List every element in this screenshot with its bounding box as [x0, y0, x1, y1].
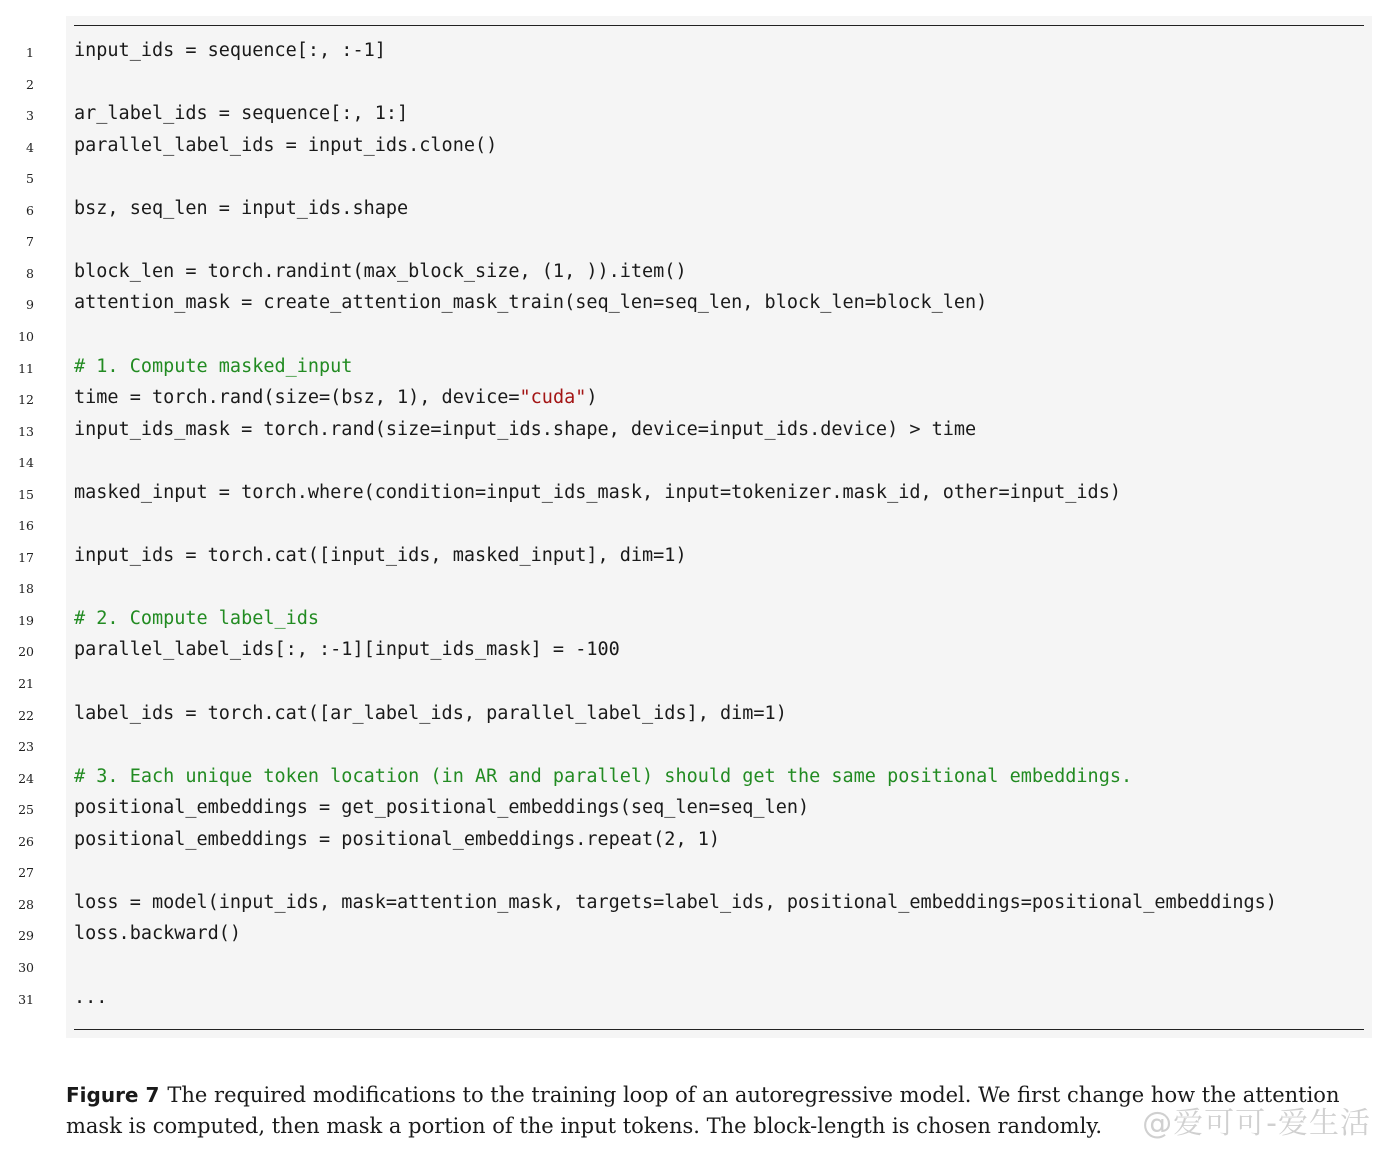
- line-number: 3: [26, 108, 34, 124]
- code-bottom-rule: [74, 1029, 1364, 1030]
- code-text: loss.backward(): [74, 923, 242, 945]
- code-text: input_ids = torch.cat([input_ids, masked_input], dim=1): [74, 544, 687, 566]
- line-number: 6: [26, 202, 34, 218]
- line-number: 8: [26, 265, 34, 281]
- code-line: [0, 256, 1389, 287]
- line-number: 24: [18, 770, 34, 786]
- line-number: 27: [18, 865, 34, 881]
- line-number: 18: [18, 581, 34, 597]
- code-line: [0, 98, 1389, 129]
- line-number: 15: [18, 486, 34, 502]
- code-line: [0, 382, 1389, 413]
- code-line: [0, 35, 1389, 66]
- line-number: 25: [18, 802, 34, 818]
- code-line: [0, 855, 1389, 886]
- line-number: 5: [26, 171, 34, 187]
- line-number: 12: [18, 392, 34, 408]
- code-line: [0, 287, 1389, 318]
- line-number: 2: [26, 76, 34, 92]
- line-number: 11: [18, 360, 34, 376]
- code-text: positional_embeddings = positional_embeddings.repeat(2, 1): [74, 828, 721, 850]
- code-text: ar_label_ids = sequence[:, 1:]: [74, 103, 409, 125]
- figure-label: Figure 7: [66, 1083, 160, 1107]
- code-text: attention_mask = create_attention_mask_train(seq_len=seq_len, block_len=block_len): [74, 292, 988, 314]
- line-number: 29: [18, 928, 34, 944]
- code-line: [0, 887, 1389, 918]
- code-comment: # 1. Compute masked_input: [74, 355, 353, 377]
- code-line: [0, 477, 1389, 508]
- line-number: 28: [18, 896, 34, 912]
- code-line: [0, 161, 1389, 192]
- line-number: 22: [18, 707, 34, 723]
- code-comment: # 3. Each unique token location (in AR and parallel) should get the same positional embeddings.: [74, 765, 1133, 787]
- code-line: [0, 351, 1389, 382]
- code-text: bsz, seq_len = input_ids.shape: [74, 197, 409, 219]
- code-text: loss = model(input_ids, mask=attention_mask, targets=label_ids, positional_embeddings=positional_embeddings): [74, 891, 1277, 913]
- code-text: positional_embeddings = get_positional_embeddings(seq_len=seq_len): [74, 797, 810, 819]
- line-number: 14: [18, 455, 34, 471]
- code-text: input_ids = sequence[:, :-1]: [74, 40, 386, 61]
- code-line: [0, 224, 1389, 255]
- code-text: parallel_label_ids[:, :-1][input_ids_mask] = -100: [74, 639, 620, 661]
- code-line: [0, 666, 1389, 697]
- code-text: ...: [74, 986, 108, 1008]
- line-number: 10: [18, 328, 34, 344]
- line-number: 17: [18, 549, 34, 565]
- line-number: 7: [26, 234, 34, 250]
- code-line: [0, 698, 1389, 729]
- code-text: [74, 382, 598, 413]
- line-number: 31: [18, 991, 34, 1007]
- code-line: [0, 634, 1389, 665]
- caption-text: The required modifications to the training loop of an autoregressive model. We first change how the attention mask is computed, then mask a portion of the input tokens. The block-length is chosen randomly.: [66, 1083, 1340, 1138]
- line-number: 21: [18, 676, 34, 691]
- line-number: 13: [18, 423, 34, 439]
- code-line: [0, 130, 1389, 161]
- code-line: [0, 603, 1389, 634]
- line-number: 30: [18, 959, 34, 975]
- string-literal: "cuda": [519, 387, 587, 409]
- code-line: [0, 792, 1389, 823]
- line-number: 26: [18, 833, 34, 849]
- code-text: input_ids_mask = torch.rand(size=input_ids.shape, device=input_ids.device) > time: [74, 418, 977, 440]
- code-line: [0, 950, 1389, 981]
- code-line: [0, 824, 1389, 855]
- code-line: [0, 918, 1389, 949]
- code-line: [0, 445, 1389, 476]
- code-comment: # 2. Compute label_ids: [74, 607, 320, 629]
- code-line: [0, 508, 1389, 539]
- code-line: [0, 761, 1389, 792]
- line-number: 19: [18, 612, 34, 628]
- line-number: 9: [26, 297, 34, 313]
- code-text-segment: time = torch.rand(size=(bsz, 1), device=: [74, 387, 520, 409]
- line-number: 16: [18, 518, 34, 534]
- code-line: [0, 319, 1389, 350]
- code-line: [0, 414, 1389, 445]
- code-line: [0, 540, 1389, 571]
- code-top-rule: [74, 25, 1364, 26]
- code-line: [0, 982, 1389, 1013]
- line-number: 4: [26, 139, 34, 155]
- line-number: 23: [18, 739, 34, 755]
- code-text: block_len = torch.randint(max_block_size, (1, )).item(): [74, 260, 687, 282]
- code-line: [0, 67, 1389, 98]
- line-number: 20: [18, 644, 34, 660]
- code-text: masked_input = torch.where(condition=input_ids_mask, input=tokenizer.mask_id, other=input_ids): [74, 481, 1121, 503]
- watermark: @爱可可-爱生活: [1142, 1106, 1371, 1141]
- code-text: parallel_label_ids = input_ids.clone(): [74, 134, 498, 156]
- line-number: 1: [26, 45, 34, 60]
- code-text-segment: ): [586, 387, 598, 409]
- code-line: [0, 729, 1389, 760]
- code-text: label_ids = torch.cat([ar_label_ids, parallel_label_ids], dim=1): [74, 702, 787, 724]
- code-line: [0, 571, 1389, 602]
- code-line: [0, 193, 1389, 224]
